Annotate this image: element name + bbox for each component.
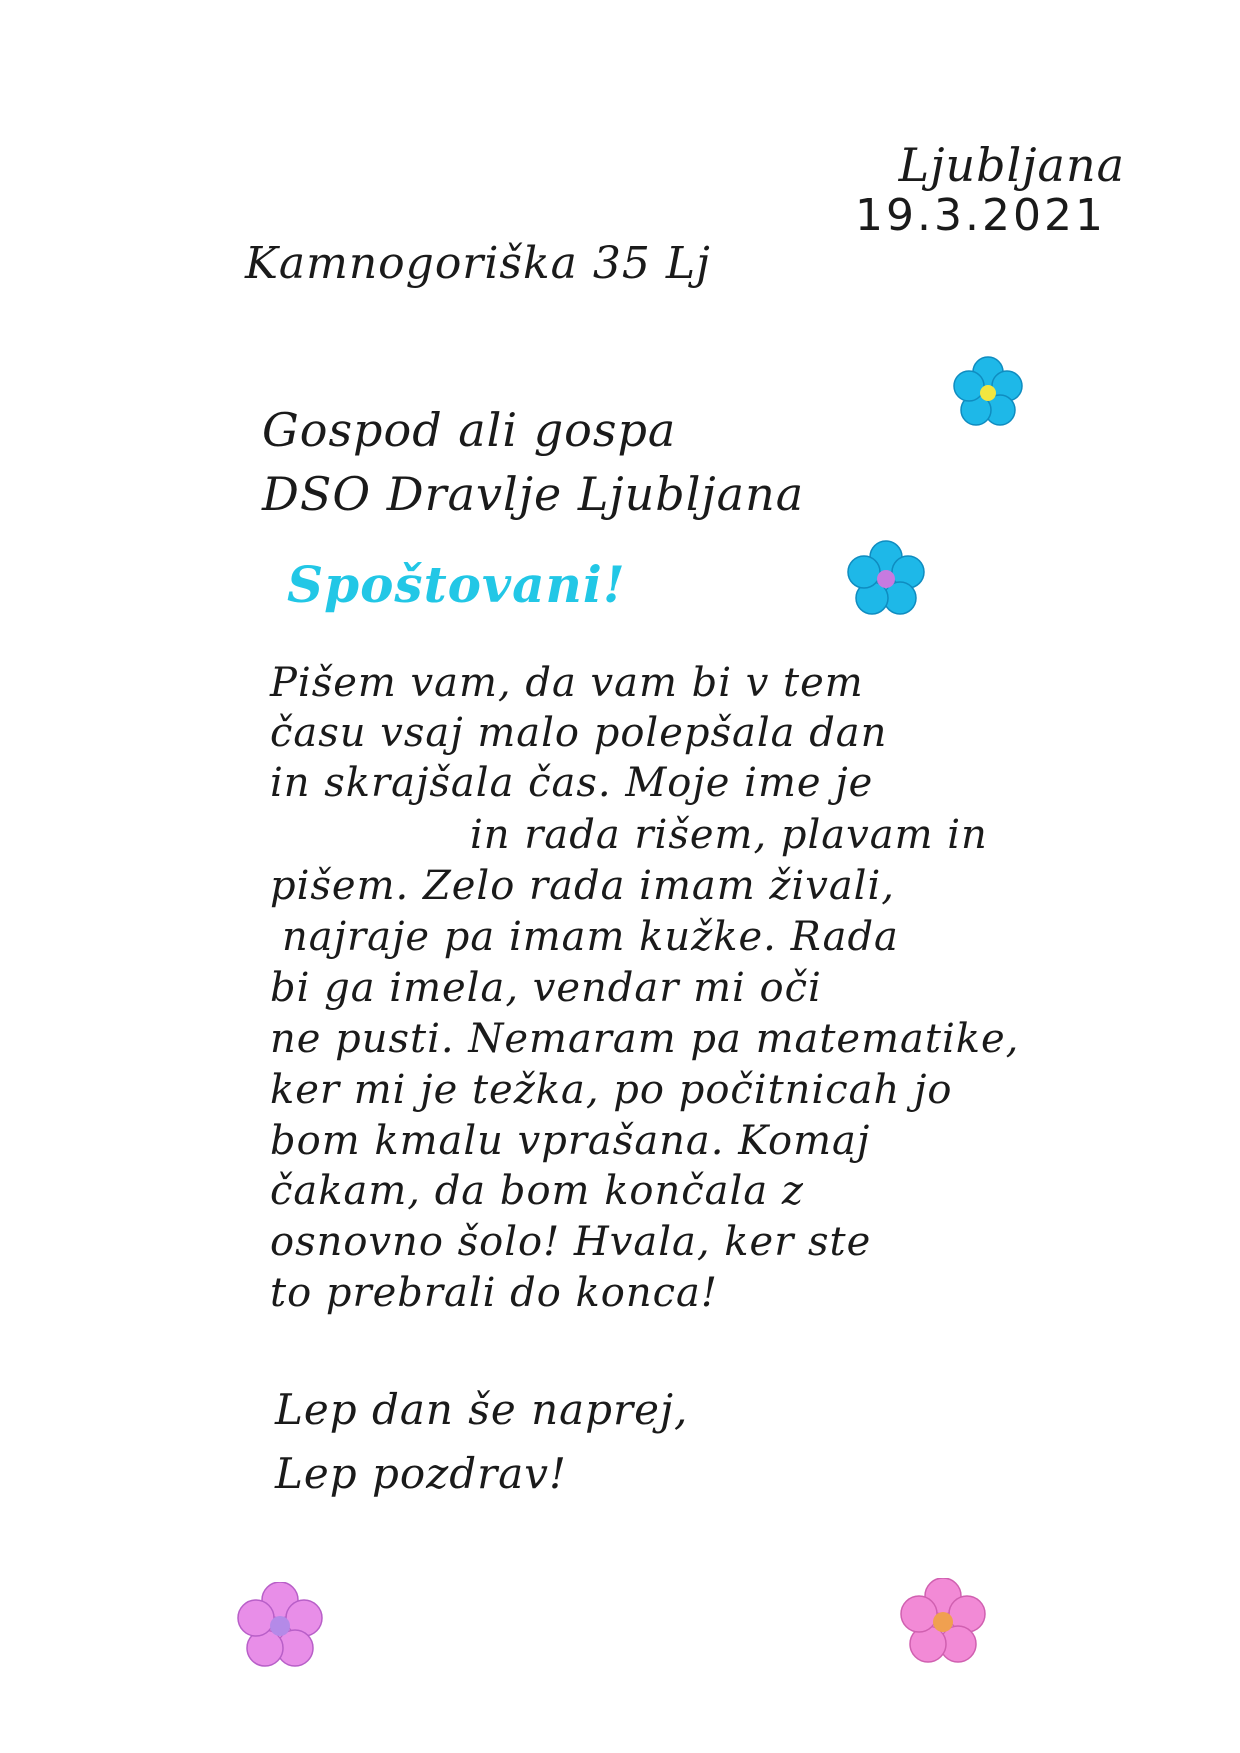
recipient-block xyxy=(262,398,804,526)
closing-line-2: Lep pozdrav! xyxy=(275,1449,567,1498)
body-line: to prebrali do konca! xyxy=(270,1270,718,1316)
body-line: ker mi je težka, po počitnicah jo xyxy=(270,1067,953,1113)
body-line: osnovno šolo! Hvala, ker ste xyxy=(270,1219,872,1265)
body-line: in rada rišem, plavam in xyxy=(470,812,988,858)
body-line: bom kmalu vprašana. Komaj xyxy=(270,1118,871,1164)
blue-flower-icon xyxy=(845,540,927,618)
greeting: Spoštovani! xyxy=(287,555,626,614)
body-line: času vsaj malo polepšala dan xyxy=(270,710,888,756)
recipient-line-2: DSO Dravlje Ljubljana xyxy=(262,467,805,521)
recipient-line-1: Gospod ali gospa xyxy=(262,403,677,457)
letter-date: 19.3.2021 xyxy=(855,190,1106,241)
body-line: ne pusti. Nemaram pa matematike, xyxy=(270,1016,1020,1062)
body-line: čakam, da bom končala z xyxy=(270,1168,804,1214)
pink-flower-icon xyxy=(900,1578,986,1664)
body-line: in skrajšala čas. Moje ime je xyxy=(270,760,874,806)
blue-flower-icon xyxy=(952,356,1024,428)
pink-flower-icon xyxy=(237,1582,323,1668)
place-name: Ljubljana xyxy=(898,138,1125,192)
body-line: bi ga imela, vendar mi oči xyxy=(270,965,822,1011)
sender-address: Kamnogoriška 35 Lj xyxy=(245,238,711,289)
closing-block xyxy=(275,1378,688,1506)
body-line: pišem. Zelo rada imam živali, xyxy=(270,863,895,909)
body-line: najraje pa imam kužke. Rada xyxy=(282,914,899,960)
body-line: Pišem vam, da vam bi v tem xyxy=(270,660,864,706)
closing-line-1: Lep dan še naprej, xyxy=(275,1385,689,1434)
